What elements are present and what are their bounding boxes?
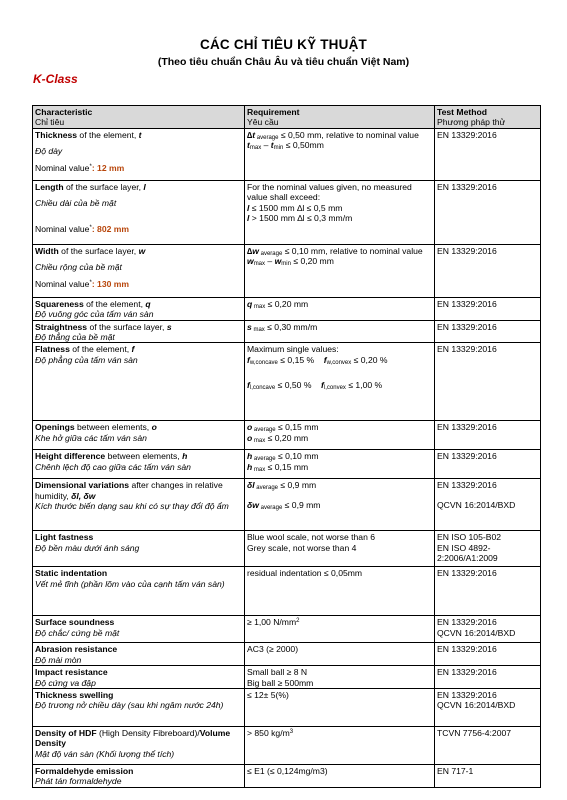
req-sub: max: [252, 303, 266, 310]
char-symbol: f: [131, 344, 135, 355]
char-vi: Độ phẳng của tấm ván sàn: [35, 354, 138, 365]
req-sup: 3: [289, 729, 294, 736]
req-symbol: t: [247, 140, 250, 151]
char-vi: Độ trương nở chiều dày (sau khi ngâm nước 24h): [35, 700, 224, 711]
req-text: ≤ 0,50 mm, relative to nominal value: [278, 129, 419, 140]
page-title: CÁC CHỈ TIÊU KỸ THUẬT: [200, 37, 367, 52]
char-name: Squareness: [35, 298, 84, 309]
requirement-cell: [245, 421, 435, 450]
req-sub: average: [255, 134, 279, 141]
char-vi: Độ vuông góc của tấm ván sàn: [35, 309, 154, 320]
char-symbol: h: [182, 451, 188, 462]
table-row: [33, 727, 541, 765]
char-vi: Độ mài mòn: [35, 654, 82, 665]
char-vi: Kích thước biến dạng sau khi có sự thay đổi độ ẩm: [35, 501, 229, 512]
method-text: EN 13329:2016: [437, 617, 497, 628]
header-characteristic-vi: Chỉ tiêu: [35, 117, 65, 128]
char-vi: Chiều dài của bề mặt: [35, 198, 117, 209]
characteristic-cell: [33, 666, 245, 689]
char-vi: Độ chắc/ cứng bề mặt: [35, 627, 120, 638]
method-cell: EN 13329:2016: [435, 297, 541, 320]
characteristic-cell: [33, 689, 245, 727]
requirement-cell: AC3 (≥ 2000): [245, 643, 435, 666]
req-text: ≤ 0,20 mm: [265, 432, 309, 443]
characteristic-cell: Thickness of the element, t Độ dày Nominal value*: 12 mm: [33, 128, 245, 180]
characteristic-cell: [33, 343, 245, 421]
req-sub: average: [252, 427, 276, 434]
req-sub: max: [252, 466, 266, 473]
req-text: Small ball ≥ 8 N: [247, 667, 308, 678]
table-row: [33, 616, 541, 643]
char-symbol: w: [138, 245, 146, 256]
req-text: ≤ 1,00 %: [345, 380, 383, 391]
requirement-cell: [245, 320, 435, 343]
method-cell: [435, 616, 541, 643]
req-symbol: o: [247, 432, 253, 443]
method-cell: EN 13329:2016: [435, 244, 541, 297]
req-sub: max: [249, 145, 262, 152]
req-text: > 1500 mm ∆l ≤ 0,3 mm/m: [249, 213, 353, 224]
method-cell: EN 13329:2016: [435, 343, 541, 421]
characteristic-cell: [33, 765, 245, 788]
char-suffix: of the surface layer,: [58, 245, 139, 256]
req-text: ≤ 0,50mm: [283, 140, 324, 151]
characteristic-cell: [33, 727, 245, 765]
req-text: ≤ 0,20 mm: [265, 298, 309, 309]
header-requirement: [245, 106, 435, 129]
req-symbol: h: [247, 451, 253, 462]
requirement-cell: [245, 297, 435, 320]
method-cell: [435, 689, 541, 727]
table-row: [33, 343, 541, 421]
table-row: [33, 450, 541, 479]
char-name: Width: [35, 245, 59, 256]
req-symbol: δl: [247, 480, 255, 491]
char-suffix: between elements,: [74, 422, 152, 433]
method-cell: [435, 531, 541, 567]
requirement-cell: [245, 616, 435, 643]
requirement-cell: [245, 450, 435, 479]
header-requirement-vi: Yêu cầu: [247, 117, 279, 128]
char-name: Dimensional variations: [35, 480, 130, 491]
req-sub: min: [273, 145, 284, 152]
requirement-cell: [245, 244, 435, 297]
characteristic-cell: [33, 479, 245, 531]
char-suffix: of the element,: [77, 129, 139, 140]
req-symbol: ∆w: [247, 245, 259, 256]
nominal-label: Nominal value: [35, 223, 90, 234]
table-row: [33, 567, 541, 616]
nominal-label: Nominal value: [35, 278, 90, 289]
method-cell: TCVN 7756-4:2007: [435, 727, 541, 765]
char-vi: Mật độ ván sàn (Khối lượng thể tích): [35, 748, 175, 759]
char-vi: Chiều rộng của bề mặt: [35, 262, 122, 273]
char-name: Density of HDF: [35, 728, 97, 739]
req-text: ≤ 0,9 mm: [282, 499, 321, 510]
req-text: ≤ 0,15 %: [277, 354, 315, 365]
table-row: [33, 689, 541, 727]
method-cell: EN 13329:2016: [435, 421, 541, 450]
req-text: ≤ 0,15 mm: [265, 461, 309, 472]
char-symbol: t: [138, 129, 142, 140]
req-symbol: t: [270, 140, 274, 151]
header-requirement-en: Requirement: [247, 107, 300, 117]
header-characteristic: [33, 106, 245, 129]
req-text: ≤ 0,20 mm: [290, 256, 334, 267]
header-method: [435, 106, 541, 129]
characteristic-cell: [33, 567, 245, 616]
method-text: EN ISO 105-B02: [437, 532, 502, 543]
char-vi: Vết mẻ tĩnh (phần lõm vào của cạnh tấm ván sàn): [35, 578, 225, 589]
method-cell: EN 13329:2016: [435, 128, 541, 180]
method-cell: EN 13329:2016: [435, 320, 541, 343]
nominal-label: Nominal value: [35, 162, 90, 173]
req-text: ≤ 1500 mm ∆l ≤ 0,5 mm: [249, 202, 343, 213]
method-text: EN 13329:2016: [437, 480, 497, 491]
nominal-value: : 130 mm: [91, 278, 130, 289]
method-cell: EN 13329:2016: [435, 567, 541, 616]
requirement-cell: ≤ E1 (≤ 0,124mg/m3): [245, 765, 435, 788]
req-symbol: q: [247, 298, 253, 309]
table-row: [33, 244, 541, 297]
table-row: [33, 180, 541, 244]
table-row: [33, 128, 541, 180]
nominal-value: : 802 mm: [91, 223, 130, 234]
req-symbol: w: [274, 256, 282, 267]
method-cell: EN 13329:2016: [435, 643, 541, 666]
req-text: –: [265, 256, 275, 267]
req-sub: w,concave: [249, 359, 278, 366]
req-symbol: h: [247, 461, 253, 472]
method-cell: EN 13329:2016: [435, 666, 541, 689]
requirement-cell: [245, 727, 435, 765]
header-method-en: Test Method: [437, 107, 487, 117]
req-text: Grey scale, not worse than 4: [247, 542, 357, 553]
characteristic-cell: [33, 450, 245, 479]
req-sub: max: [252, 437, 266, 444]
header-characteristic-en: Characteristic: [35, 107, 93, 117]
header-method-vi: Phương pháp thử: [437, 117, 506, 128]
req-text: Big ball ≥ 500mm: [247, 677, 314, 688]
char-vi: Độ dày: [35, 146, 63, 157]
requirement-cell: [245, 666, 435, 689]
char-name: Volume Density: [35, 728, 231, 749]
characteristic-cell: Length of the surface layer, l Chiều dài của bề mặt Nominal value*: 802 mm: [33, 180, 245, 244]
characteristic-cell: [33, 643, 245, 666]
req-symbol: o: [247, 422, 253, 433]
char-symbol: s: [166, 321, 172, 332]
char-vi: Chênh lệch độ cao giữa các tấm ván sàn: [35, 461, 191, 472]
char-suffix: of the element,: [83, 298, 146, 309]
char-name: Light fastness: [35, 532, 94, 543]
char-symbol: l: [143, 181, 146, 192]
method-cell: EN 13329:2016: [435, 180, 541, 244]
requirement-cell: residual indentation ≤ 0,05mm: [245, 567, 435, 616]
method-cell: EN 13329:2016: [435, 450, 541, 479]
char-name: Openings: [35, 422, 75, 433]
req-text: ≤ 0,15 mm: [275, 422, 319, 433]
table-row: [33, 765, 541, 788]
method-text: QCVN 16:2014/BXD: [437, 499, 516, 510]
req-text: Blue wool scale, not worse than 6: [247, 532, 376, 543]
req-text: ≤ 0,9 mm: [278, 480, 317, 491]
char-suffix: between elements,: [105, 451, 183, 462]
req-symbol: δw: [247, 499, 259, 510]
method-text: QCVN 16:2014/BXD: [437, 627, 516, 638]
table-row: [33, 297, 541, 320]
req-symbol: s: [247, 321, 252, 332]
req-sub: max: [253, 261, 266, 268]
table-row: [33, 479, 541, 531]
method-cell: [435, 479, 541, 531]
table-row: [33, 320, 541, 343]
char-vi: Độ bền màu dưới ánh sáng: [35, 542, 140, 553]
table-row: [33, 421, 541, 450]
req-text: ≤ 0,50 %: [275, 380, 312, 391]
char-name: Thickness swelling: [35, 690, 114, 701]
req-symbol: w: [247, 256, 254, 267]
method-text: EN ISO 4892-2:2006/A1:2009: [437, 542, 498, 564]
table-row: [33, 531, 541, 567]
char-name: Impact resistance: [35, 667, 108, 678]
table-header-row: [33, 106, 541, 129]
char-name: Height difference: [35, 451, 106, 462]
char-name: Surface soundness: [35, 617, 115, 628]
table-row: [33, 643, 541, 666]
req-text: ≥ 1,00 N/mm: [247, 617, 297, 628]
req-sub: average: [258, 250, 283, 257]
characteristic-cell: Width of the surface layer, w Chiều rộng của bề mặt Nominal value*: 130 mm: [33, 244, 245, 297]
characteristic-cell: [33, 320, 245, 343]
req-symbol: ∆t: [247, 129, 256, 140]
method-text: EN 13329:2016: [437, 690, 497, 701]
char-suffix: after changes in relative humidity,: [35, 480, 223, 501]
table-row: [33, 666, 541, 689]
req-sub: max: [251, 326, 265, 333]
requirement-cell: [245, 180, 435, 244]
req-sub: l,convex: [323, 385, 346, 392]
req-sub: average: [254, 485, 278, 492]
char-name: Thickness: [35, 129, 78, 140]
char-name: Flatness: [35, 344, 70, 355]
char-suffix: (High Density Fibreboard)/: [96, 728, 200, 739]
req-sub: w,convex: [326, 359, 352, 366]
method-text: QCVN 16:2014/BXD: [437, 700, 516, 711]
char-vi: Phát tán formaldehyde: [35, 776, 122, 787]
req-text: ≤ 0,20 %: [351, 354, 388, 365]
char-name: Length: [35, 181, 64, 192]
char-suffix: of the surface layer,: [87, 321, 167, 332]
spec-table: [32, 105, 541, 788]
characteristic-cell: [33, 616, 245, 643]
req-text: Maximum single values:: [247, 344, 339, 355]
char-vi: Độ thẳng của bề mặt: [35, 332, 115, 343]
method-cell: EN 717-1: [435, 765, 541, 788]
req-symbol: l: [247, 202, 250, 213]
req-text: For the nominal values given, no measured value shall exceed:: [247, 181, 412, 203]
char-name: Straightness: [35, 321, 88, 332]
char-name: Static indentation: [35, 568, 108, 579]
requirement-cell: [245, 479, 435, 531]
page-subtitle: (Theo tiêu chuẩn Châu Âu và tiêu chuẩn Việt Nam): [157, 56, 410, 68]
req-text: > 850 kg/m: [247, 728, 290, 739]
req-text: ≤ 0,30 mm/m: [264, 321, 318, 332]
char-name: Formaldehyde emission: [35, 766, 134, 777]
char-vi: Khe hở giữa các tấm ván sàn: [35, 432, 147, 443]
char-suffix: of the surface layer,: [63, 181, 144, 192]
char-symbol: q: [145, 298, 151, 309]
characteristic-cell: [33, 421, 245, 450]
nominal-value: : 12 mm: [91, 162, 125, 173]
requirement-cell: Maximum single values: $f_{w,concave} \le 0,15$ % $f_{w,convex} \le 0,20$ % $f_{l,concave} \le 0,50$ % $f_{l,convex} \le 1,00$ %: [245, 343, 435, 421]
char-vi: Độ cứng va đập: [35, 677, 96, 688]
req-sub: l,concave: [249, 385, 276, 392]
req-sup: 2: [296, 618, 300, 625]
requirement-cell: [245, 128, 435, 180]
req-text: –: [261, 140, 271, 151]
req-text: ≤ 0,10 mm, relative to nominal value: [282, 245, 423, 256]
req-sub: average: [252, 456, 276, 463]
brand-label: K-Class: [33, 72, 78, 86]
char-name: Abrasion resistance: [35, 644, 118, 655]
characteristic-cell: [33, 531, 245, 567]
characteristic-cell: [33, 297, 245, 320]
char-suffix: of the element,: [69, 344, 132, 355]
requirement-cell: ≤ 12± 5(%): [245, 689, 435, 727]
char-symbol: δl, δw: [71, 490, 96, 501]
req-sub: average: [258, 504, 283, 511]
requirement-cell: [245, 531, 435, 567]
req-sub: min: [281, 261, 291, 268]
req-symbol: l: [247, 213, 250, 224]
char-symbol: o: [151, 422, 157, 433]
req-text: ≤ 0,10 mm: [275, 451, 319, 462]
